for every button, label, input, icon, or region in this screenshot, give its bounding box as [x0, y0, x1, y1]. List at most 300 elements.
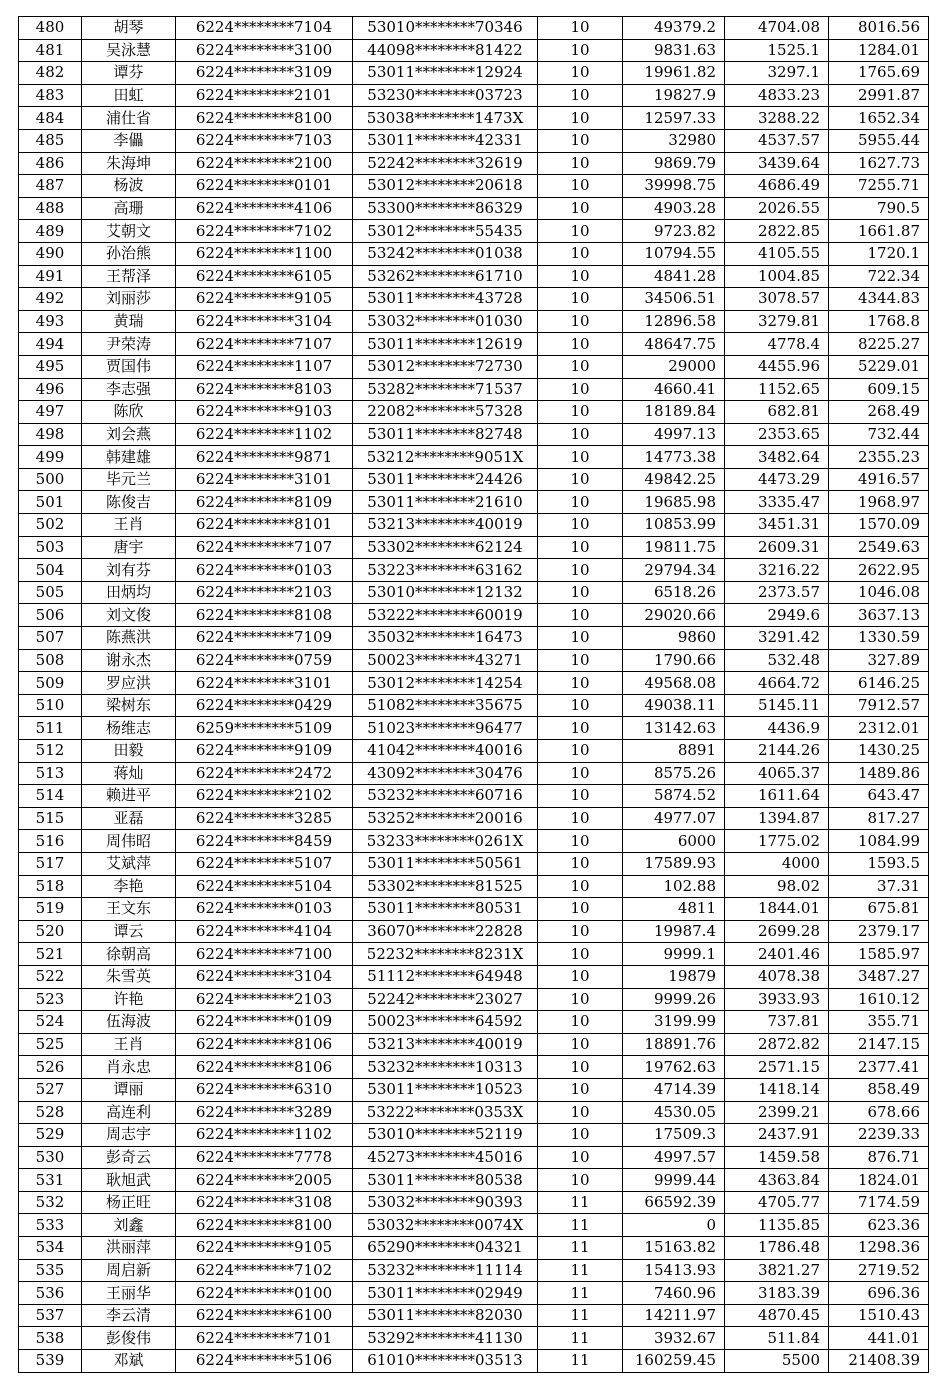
count-cell: 10: [538, 378, 623, 401]
amount3-cell: 2719.52: [829, 1259, 929, 1282]
table-row: [19, 288, 929, 311]
bank-card-cell: 6224********0759: [176, 649, 353, 672]
amount2-cell: 4363.84: [725, 1169, 829, 1192]
bank-card-cell: 6224********7102: [176, 1259, 353, 1282]
bank-card-cell: 6224********7100: [176, 943, 353, 966]
name-cell: 梁树东: [82, 694, 176, 717]
amount-cell: 12597.33: [623, 107, 725, 130]
count-cell: 10: [538, 1101, 623, 1124]
row-index-cell: 534: [19, 1237, 82, 1260]
amount-cell: 29020.66: [623, 604, 725, 627]
amount2-cell: 3078.57: [725, 288, 829, 311]
count-cell: 10: [538, 514, 623, 537]
bank-card-cell: 6224********7101: [176, 1327, 353, 1350]
bank-card-cell: 6224********3101: [176, 468, 353, 491]
amount2-cell: 5500: [725, 1350, 829, 1373]
table-row: [19, 1033, 929, 1056]
count-cell: 10: [538, 807, 623, 830]
id-number-cell: 53252********20016: [353, 807, 538, 830]
name-cell: 亚磊: [82, 807, 176, 830]
row-index-cell: 488: [19, 197, 82, 220]
amount3-cell: 609.15: [829, 378, 929, 401]
amount3-cell: 5229.01: [829, 355, 929, 378]
amount2-cell: 532.48: [725, 649, 829, 672]
amount2-cell: 4778.4: [725, 333, 829, 356]
count-cell: 10: [538, 107, 623, 130]
row-index-cell: 510: [19, 694, 82, 717]
name-cell: 陈俊吉: [82, 491, 176, 514]
amount-cell: 9999.1: [623, 943, 725, 966]
row-index-cell: 506: [19, 604, 82, 627]
table-row: [19, 830, 929, 853]
table-row: [19, 717, 929, 740]
name-cell: 刘鑫: [82, 1214, 176, 1237]
id-number-cell: 45273********45016: [353, 1146, 538, 1169]
row-index-cell: 508: [19, 649, 82, 672]
amount3-cell: 876.71: [829, 1146, 929, 1169]
table-row: [19, 446, 929, 469]
count-cell: 11: [538, 1214, 623, 1237]
bank-card-cell: 6224********8459: [176, 830, 353, 853]
name-cell: 朱海坤: [82, 152, 176, 175]
count-cell: 10: [538, 943, 623, 966]
count-cell: 10: [538, 920, 623, 943]
amount-cell: 29794.34: [623, 559, 725, 582]
count-cell: 10: [538, 401, 623, 424]
row-index-cell: 517: [19, 852, 82, 875]
name-cell: 李云清: [82, 1304, 176, 1327]
amount3-cell: 1330.59: [829, 627, 929, 650]
amount3-cell: 8016.56: [829, 17, 929, 40]
id-number-cell: 53212********9051X: [353, 446, 538, 469]
amount-cell: 8575.26: [623, 762, 725, 785]
amount-cell: 4714.39: [623, 1078, 725, 1101]
amount-cell: 10794.55: [623, 242, 725, 265]
amount-cell: 3199.99: [623, 1011, 725, 1034]
amount-cell: 3932.67: [623, 1327, 725, 1350]
id-number-cell: 53011********82748: [353, 423, 538, 446]
amount3-cell: 2355.23: [829, 446, 929, 469]
amount-cell: 32980: [623, 129, 725, 152]
amount-cell: 19762.63: [623, 1056, 725, 1079]
amount2-cell: 3291.42: [725, 627, 829, 650]
amount-cell: 14773.38: [623, 446, 725, 469]
row-index-cell: 486: [19, 152, 82, 175]
row-index-cell: 505: [19, 581, 82, 604]
count-cell: 10: [538, 762, 623, 785]
table-row: [19, 355, 929, 378]
count-cell: 10: [538, 491, 623, 514]
id-number-cell: 51023********96477: [353, 717, 538, 740]
name-cell: 浦仕省: [82, 107, 176, 130]
row-index-cell: 501: [19, 491, 82, 514]
table-row: [19, 943, 929, 966]
id-number-cell: 53222********0353X: [353, 1101, 538, 1124]
count-cell: 11: [538, 1282, 623, 1305]
amount3-cell: 696.36: [829, 1282, 929, 1305]
id-number-cell: 53038********1473X: [353, 107, 538, 130]
amount2-cell: 3933.93: [725, 988, 829, 1011]
name-cell: 蒋灿: [82, 762, 176, 785]
amount3-cell: 1084.99: [829, 830, 929, 853]
count-cell: 10: [538, 604, 623, 627]
id-number-cell: 52242********32619: [353, 152, 538, 175]
count-cell: 10: [538, 627, 623, 650]
row-index-cell: 530: [19, 1146, 82, 1169]
row-index-cell: 492: [19, 288, 82, 311]
table-row: [19, 581, 929, 604]
amount3-cell: 1652.34: [829, 107, 929, 130]
row-index-cell: 522: [19, 965, 82, 988]
row-index-cell: 521: [19, 943, 82, 966]
id-number-cell: 53011********21610: [353, 491, 538, 514]
bank-card-cell: 6224********3104: [176, 310, 353, 333]
amount-cell: 14211.97: [623, 1304, 725, 1327]
amount3-cell: 7174.59: [829, 1191, 929, 1214]
amount2-cell: 2437.91: [725, 1124, 829, 1147]
amount-cell: 9723.82: [623, 220, 725, 243]
table-row: [19, 740, 929, 763]
name-cell: 刘有芬: [82, 559, 176, 582]
row-index-cell: 490: [19, 242, 82, 265]
amount-cell: 19961.82: [623, 62, 725, 85]
id-number-cell: 65290********04321: [353, 1237, 538, 1260]
amount-cell: 4997.57: [623, 1146, 725, 1169]
amount-cell: 49568.08: [623, 672, 725, 695]
bank-card-cell: 6224********8106: [176, 1056, 353, 1079]
table-row: [19, 1327, 929, 1350]
table-row: [19, 423, 929, 446]
count-cell: 10: [538, 717, 623, 740]
amount-cell: 19811.75: [623, 536, 725, 559]
amount2-cell: 3439.64: [725, 152, 829, 175]
name-cell: 赖进平: [82, 785, 176, 808]
row-index-cell: 481: [19, 39, 82, 62]
bank-card-cell: 6224********7103: [176, 129, 353, 152]
count-cell: 10: [538, 355, 623, 378]
name-cell: 谢永杰: [82, 649, 176, 672]
amount3-cell: 7255.71: [829, 175, 929, 198]
amount3-cell: 623.36: [829, 1214, 929, 1237]
row-index-cell: 526: [19, 1056, 82, 1079]
amount-cell: 4660.41: [623, 378, 725, 401]
row-index-cell: 503: [19, 536, 82, 559]
row-index-cell: 531: [19, 1169, 82, 1192]
amount3-cell: 1661.87: [829, 220, 929, 243]
table-row: [19, 875, 929, 898]
amount2-cell: 98.02: [725, 875, 829, 898]
id-number-cell: 53012********20618: [353, 175, 538, 198]
name-cell: 李艳: [82, 875, 176, 898]
count-cell: 11: [538, 1191, 623, 1214]
name-cell: 朱雪英: [82, 965, 176, 988]
amount2-cell: 3821.27: [725, 1259, 829, 1282]
amount-cell: 1790.66: [623, 649, 725, 672]
name-cell: 高珊: [82, 197, 176, 220]
bank-card-cell: 6224********7107: [176, 333, 353, 356]
amount2-cell: 2401.46: [725, 943, 829, 966]
name-cell: 陈燕洪: [82, 627, 176, 650]
bank-card-cell: 6224********3289: [176, 1101, 353, 1124]
count-cell: 10: [538, 242, 623, 265]
id-number-cell: 53230********03723: [353, 84, 538, 107]
table-row: [19, 1214, 929, 1237]
id-number-cell: 53222********60019: [353, 604, 538, 627]
id-number-cell: 53011********12924: [353, 62, 538, 85]
amount3-cell: 1298.36: [829, 1237, 929, 1260]
amount2-cell: 2373.57: [725, 581, 829, 604]
row-index-cell: 539: [19, 1350, 82, 1373]
bank-card-cell: 6224********1102: [176, 423, 353, 446]
id-number-cell: 53011********02949: [353, 1282, 538, 1305]
amount3-cell: 790.5: [829, 197, 929, 220]
count-cell: 10: [538, 1056, 623, 1079]
row-index-cell: 538: [19, 1327, 82, 1350]
amount2-cell: 3288.22: [725, 107, 829, 130]
table-row: [19, 988, 929, 1011]
name-cell: 谭丽: [82, 1078, 176, 1101]
bank-card-cell: 6224********4106: [176, 197, 353, 220]
count-cell: 10: [538, 220, 623, 243]
bank-card-cell: 6224********3285: [176, 807, 353, 830]
id-number-cell: 43092********30476: [353, 762, 538, 785]
table-row: [19, 1304, 929, 1327]
name-cell: 贾国伟: [82, 355, 176, 378]
bank-card-cell: 6224********8100: [176, 107, 353, 130]
amount3-cell: 732.44: [829, 423, 929, 446]
table-row: [19, 175, 929, 198]
table-row: [19, 107, 929, 130]
amount2-cell: 1135.85: [725, 1214, 829, 1237]
count-cell: 10: [538, 62, 623, 85]
amount3-cell: 1489.86: [829, 762, 929, 785]
id-number-cell: 53011********42331: [353, 129, 538, 152]
name-cell: 唐宇: [82, 536, 176, 559]
amount-cell: 4841.28: [623, 265, 725, 288]
count-cell: 10: [538, 152, 623, 175]
name-cell: 徐朝高: [82, 943, 176, 966]
amount2-cell: 4078.38: [725, 965, 829, 988]
amount-cell: 9869.79: [623, 152, 725, 175]
amount3-cell: 2239.33: [829, 1124, 929, 1147]
bank-card-cell: 6224********0103: [176, 898, 353, 921]
amount2-cell: 2872.82: [725, 1033, 829, 1056]
amount2-cell: 3297.1: [725, 62, 829, 85]
row-index-cell: 520: [19, 920, 82, 943]
bank-card-cell: 6224********3100: [176, 39, 353, 62]
name-cell: 伍海波: [82, 1011, 176, 1034]
bank-card-cell: 6224********9105: [176, 1237, 353, 1260]
amount3-cell: 1284.01: [829, 39, 929, 62]
table-row: [19, 604, 929, 627]
amount3-cell: 1720.1: [829, 242, 929, 265]
amount2-cell: 2144.26: [725, 740, 829, 763]
bank-card-cell: 6224********9871: [176, 446, 353, 469]
bank-card-cell: 6224********7102: [176, 220, 353, 243]
name-cell: 韩建雄: [82, 446, 176, 469]
count-cell: 10: [538, 559, 623, 582]
id-number-cell: 53213********40019: [353, 1033, 538, 1056]
id-number-cell: 50023********64592: [353, 1011, 538, 1034]
table-row: [19, 220, 929, 243]
bank-card-cell: 6224********8108: [176, 604, 353, 627]
amount-cell: 6518.26: [623, 581, 725, 604]
count-cell: 10: [538, 988, 623, 1011]
amount3-cell: 21408.39: [829, 1350, 929, 1373]
table-row: [19, 694, 929, 717]
count-cell: 11: [538, 1304, 623, 1327]
amount2-cell: 1418.14: [725, 1078, 829, 1101]
amount2-cell: 4704.08: [725, 17, 829, 40]
row-index-cell: 515: [19, 807, 82, 830]
name-cell: 刘会燕: [82, 423, 176, 446]
row-index-cell: 536: [19, 1282, 82, 1305]
name-cell: 杨维志: [82, 717, 176, 740]
row-index-cell: 509: [19, 672, 82, 695]
amount2-cell: 3335.47: [725, 491, 829, 514]
count-cell: 10: [538, 129, 623, 152]
count-cell: 10: [538, 898, 623, 921]
amount2-cell: 1459.58: [725, 1146, 829, 1169]
table-row: [19, 1237, 929, 1260]
id-number-cell: 53012********14254: [353, 672, 538, 695]
bank-card-cell: 6224********0101: [176, 175, 353, 198]
count-cell: 10: [538, 265, 623, 288]
amount2-cell: 682.81: [725, 401, 829, 424]
amount3-cell: 1430.25: [829, 740, 929, 763]
name-cell: 彭俊伟: [82, 1327, 176, 1350]
table-row: [19, 84, 929, 107]
id-number-cell: 53011********80531: [353, 898, 538, 921]
count-cell: 10: [538, 1011, 623, 1034]
count-cell: 10: [538, 694, 623, 717]
amount-cell: 18891.76: [623, 1033, 725, 1056]
table-row: [19, 627, 929, 650]
id-number-cell: 52242********23027: [353, 988, 538, 1011]
id-number-cell: 36070********22828: [353, 920, 538, 943]
count-cell: 10: [538, 1169, 623, 1192]
id-number-cell: 53011********82030: [353, 1304, 538, 1327]
amount3-cell: 1593.5: [829, 852, 929, 875]
name-cell: 肖永忠: [82, 1056, 176, 1079]
count-cell: 10: [538, 84, 623, 107]
amount-cell: 4977.07: [623, 807, 725, 830]
amount2-cell: 2353.65: [725, 423, 829, 446]
id-number-cell: 53010********12132: [353, 581, 538, 604]
amount2-cell: 2822.85: [725, 220, 829, 243]
amount2-cell: 4473.29: [725, 468, 829, 491]
amount-cell: 39998.75: [623, 175, 725, 198]
table-row: [19, 1282, 929, 1305]
row-index-cell: 529: [19, 1124, 82, 1147]
amount3-cell: 355.71: [829, 1011, 929, 1034]
amount2-cell: 4105.55: [725, 242, 829, 265]
amount-cell: 12896.58: [623, 310, 725, 333]
bank-card-cell: 6224********3109: [176, 62, 353, 85]
count-cell: 10: [538, 581, 623, 604]
id-number-cell: 53012********72730: [353, 355, 538, 378]
amount2-cell: 2399.21: [725, 1101, 829, 1124]
table-row: [19, 1124, 929, 1147]
name-cell: 周志宇: [82, 1124, 176, 1147]
bank-card-cell: 6224********9103: [176, 401, 353, 424]
row-index-cell: 504: [19, 559, 82, 582]
amount2-cell: 4065.37: [725, 762, 829, 785]
bank-card-cell: 6259********5109: [176, 717, 353, 740]
id-number-cell: 53032********90393: [353, 1191, 538, 1214]
bank-card-cell: 6224********8109: [176, 491, 353, 514]
row-index-cell: 494: [19, 333, 82, 356]
amount2-cell: 4664.72: [725, 672, 829, 695]
name-cell: 杨正旺: [82, 1191, 176, 1214]
id-number-cell: 53223********63162: [353, 559, 538, 582]
amount2-cell: 4455.96: [725, 355, 829, 378]
table-row: [19, 1146, 929, 1169]
id-number-cell: 53010********52119: [353, 1124, 538, 1147]
amount2-cell: 2699.28: [725, 920, 829, 943]
table-row: [19, 491, 929, 514]
amount-cell: 0: [623, 1214, 725, 1237]
amount3-cell: 1046.08: [829, 581, 929, 604]
count-cell: 10: [538, 830, 623, 853]
amount-cell: 102.88: [623, 875, 725, 898]
count-cell: 10: [538, 1124, 623, 1147]
bank-card-cell: 6224********1102: [176, 1124, 353, 1147]
id-number-cell: 53011********50561: [353, 852, 538, 875]
table-row: [19, 1350, 929, 1373]
amount3-cell: 327.89: [829, 649, 929, 672]
amount3-cell: 268.49: [829, 401, 929, 424]
bank-card-cell: 6224********3104: [176, 965, 353, 988]
name-cell: 田炳均: [82, 581, 176, 604]
amount3-cell: 4344.83: [829, 288, 929, 311]
name-cell: 谭芬: [82, 62, 176, 85]
amount-cell: 19827.9: [623, 84, 725, 107]
amount-cell: 17509.3: [623, 1124, 725, 1147]
amount3-cell: 1765.69: [829, 62, 929, 85]
id-number-cell: 53032********01030: [353, 310, 538, 333]
table-row: [19, 401, 929, 424]
amount-cell: 8891: [623, 740, 725, 763]
id-number-cell: 53300********86329: [353, 197, 538, 220]
amount3-cell: 817.27: [829, 807, 929, 830]
table-row: [19, 785, 929, 808]
amount3-cell: 2377.41: [829, 1056, 929, 1079]
amount-cell: 4903.28: [623, 197, 725, 220]
id-number-cell: 53032********0074X: [353, 1214, 538, 1237]
amount3-cell: 1627.73: [829, 152, 929, 175]
amount2-cell: 2949.6: [725, 604, 829, 627]
count-cell: 10: [538, 672, 623, 695]
id-number-cell: 53213********40019: [353, 514, 538, 537]
row-index-cell: 495: [19, 355, 82, 378]
amount2-cell: 1004.85: [725, 265, 829, 288]
amount3-cell: 2991.87: [829, 84, 929, 107]
name-cell: 周启新: [82, 1259, 176, 1282]
count-cell: 10: [538, 1033, 623, 1056]
name-cell: 刘丽莎: [82, 288, 176, 311]
bank-card-cell: 6224********2103: [176, 988, 353, 1011]
amount3-cell: 6146.25: [829, 672, 929, 695]
table-row: [19, 17, 929, 40]
table-row: [19, 852, 929, 875]
count-cell: 10: [538, 536, 623, 559]
name-cell: 许艳: [82, 988, 176, 1011]
amount3-cell: 858.49: [829, 1078, 929, 1101]
id-number-cell: 53232********10313: [353, 1056, 538, 1079]
count-cell: 11: [538, 1259, 623, 1282]
amount2-cell: 4686.49: [725, 175, 829, 198]
